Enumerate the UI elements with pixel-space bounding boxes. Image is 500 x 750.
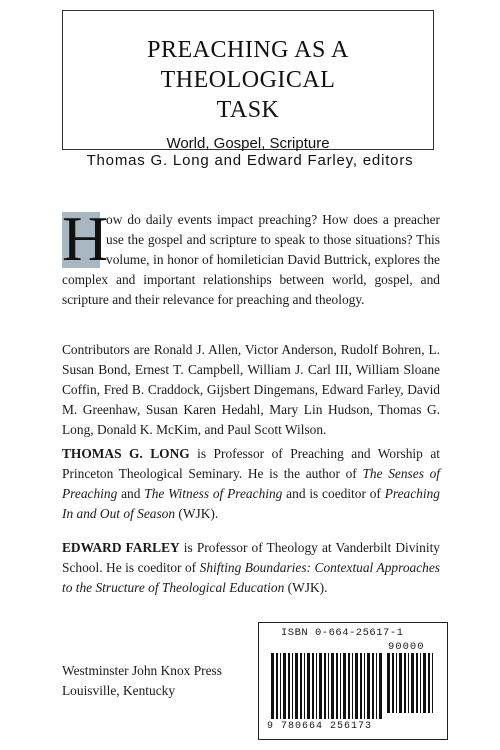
barcode-stripe bbox=[324, 653, 326, 719]
addon-barcode-bars bbox=[387, 653, 437, 713]
barcode-stripe bbox=[288, 653, 290, 719]
barcode-stripe bbox=[312, 653, 314, 719]
bio-text: (WJK). bbox=[175, 506, 219, 521]
barcode-stripe bbox=[367, 653, 370, 719]
barcode-stripe bbox=[336, 653, 338, 719]
isbn-label: ISBN 0-664-25617-1 bbox=[281, 627, 404, 639]
book-title bbox=[63, 11, 433, 125]
bio-text: is Professor of Preaching and Worship at Princeton Theological Seminary. He is the author of bbox=[62, 446, 440, 481]
publisher-location: Louisville, Kentucky bbox=[62, 683, 176, 698]
barcode-stripe bbox=[300, 653, 302, 719]
book-title-ref: Shifting Boundaries: Contextual Approaches to the Structure of Theological Education bbox=[62, 560, 440, 595]
title-line-3: TASK bbox=[216, 97, 280, 123]
barcode-stripe bbox=[292, 653, 293, 719]
title-line-2: THEOLOGICAL bbox=[160, 67, 336, 93]
barcode-stripe bbox=[276, 653, 278, 719]
barcode-stripe bbox=[379, 653, 382, 719]
bio-edward-farley bbox=[62, 538, 440, 598]
barcode-stripe bbox=[387, 653, 390, 713]
barcode-stripe bbox=[307, 653, 310, 719]
barcode-stripe bbox=[376, 653, 377, 719]
barcode-stripe bbox=[355, 653, 358, 719]
book-title-ref: Preaching In and Out of Season bbox=[62, 486, 440, 521]
barcode-stripe bbox=[411, 653, 414, 713]
blurb-paragraph bbox=[62, 203, 440, 310]
barcode-stripe bbox=[328, 653, 329, 719]
editors-line: Thomas G. Long and Edward Farley, editors bbox=[86, 152, 414, 169]
contributors-paragraph: Contributors are Ronald J. Allen, Victor Anderson, Rudolf Bohren, L. Susan Bond, Ernest T. Campbell, William J. Carl III, William Sloane Coffin, Fred B. Craddock, Gijsbert Dingemans, Edward Farley, David M. Greenhaw, Susan Karen Hedahl, Mary Lin Hudson, Thomas G. Long, Donald K. McKim, and Paul Scott Wilson. bbox=[62, 342, 440, 437]
barcode-stripe bbox=[423, 653, 426, 713]
barcode-stripe bbox=[280, 653, 281, 719]
bio-text: is Professor of Theology at Vanderbilt Divinity School. He is coeditor of bbox=[62, 540, 440, 575]
barcode-stripe bbox=[348, 653, 350, 719]
title-box bbox=[62, 10, 434, 150]
bio-text: (WJK). bbox=[284, 580, 328, 595]
publisher-name: Westminster John Knox Press bbox=[62, 663, 222, 678]
barcode-stripe bbox=[392, 653, 394, 713]
drop-cap: H bbox=[62, 203, 109, 274]
barcode-stripe bbox=[343, 653, 346, 719]
price-code: 90000 bbox=[388, 641, 425, 653]
barcode-stripe bbox=[404, 653, 406, 713]
barcode-stripe bbox=[416, 653, 418, 713]
book-title-ref: The Witness of Preaching bbox=[144, 486, 283, 501]
barcode-stripe bbox=[295, 653, 298, 719]
bio-text: and is coeditor of bbox=[282, 486, 385, 501]
barcode-bars bbox=[271, 653, 383, 719]
bio-thomas-long bbox=[62, 444, 440, 524]
barcode-stripe bbox=[372, 653, 374, 719]
bio-name: EDWARD FARLEY bbox=[62, 540, 180, 555]
barcode-stripe bbox=[304, 653, 305, 719]
barcode-stripe bbox=[428, 653, 430, 713]
barcode-stripe bbox=[399, 653, 402, 713]
barcode-stripe bbox=[364, 653, 365, 719]
barcode-stripe bbox=[340, 653, 341, 719]
book-title-ref: The Senses of Preaching bbox=[62, 466, 440, 501]
barcode-stripe bbox=[283, 653, 286, 719]
barcode-stripe bbox=[408, 653, 409, 713]
blurb-text: ow do daily events impact preaching? How does a preacher use the gospel and scripture to speak to those situations? This volume, in honor of homiletician David Buttrick, explores the complex and important relationships between world, gospel, and scripture and their relevance for preaching and theology. bbox=[62, 212, 440, 307]
barcode-stripe bbox=[352, 653, 353, 719]
barcode-stripe bbox=[319, 653, 322, 719]
barcode-number: 9 780664 256173 bbox=[267, 721, 373, 732]
barcode-box bbox=[258, 622, 448, 740]
barcode-stripe bbox=[271, 653, 274, 719]
publisher-block bbox=[62, 661, 222, 701]
title-line-1: PREACHING AS A bbox=[147, 37, 349, 63]
barcode-stripe bbox=[316, 653, 317, 719]
bio-name: THOMAS G. LONG bbox=[62, 446, 190, 461]
barcode-stripe bbox=[331, 653, 334, 719]
bio-text: and bbox=[117, 486, 145, 501]
barcode-stripe bbox=[432, 653, 433, 713]
barcode-stripe bbox=[360, 653, 362, 719]
barcode-stripe bbox=[420, 653, 421, 713]
barcode-stripe bbox=[396, 653, 397, 713]
book-subtitle: World, Gospel, Scripture bbox=[166, 135, 330, 152]
